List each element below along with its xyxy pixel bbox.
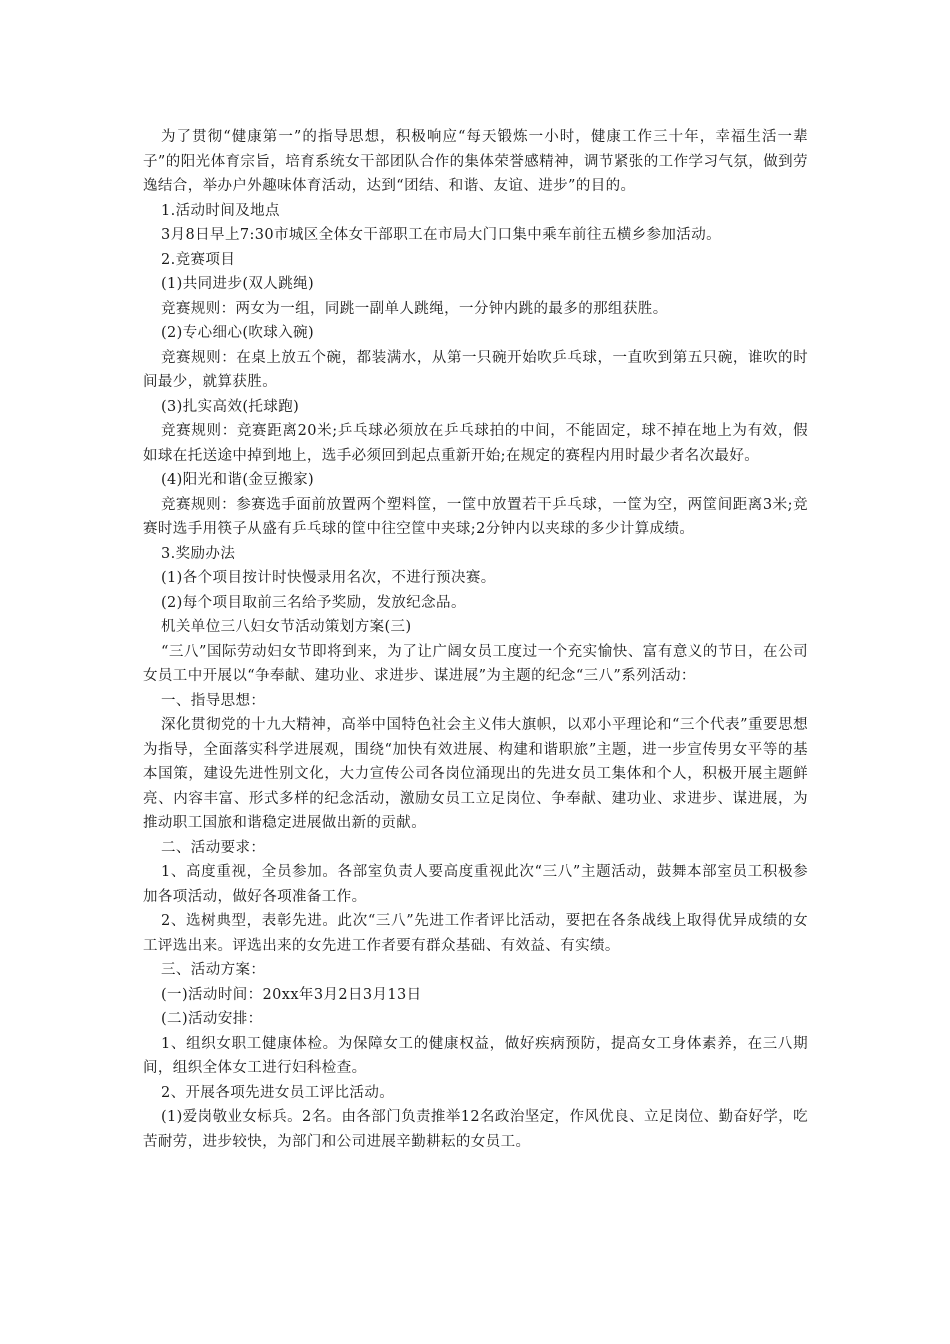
item-heading: (二)活动安排： (161, 1011, 263, 1027)
paragraph: “三八”国际劳动妇女节即将到来，为了让广阔女员工度过一个充实愉快、富有意义的节日，在公司女员工中开展以“争奉献、建功业、求进步、谋进展”为主题的纪念“三八”系列活动： (143, 643, 808, 684)
section-heading: 二、活动要求： (161, 839, 266, 856)
item-heading: (一)活动时间：20xx年3月2日3月13日 (161, 986, 422, 1003)
section-heading: 2.竞赛项目 (161, 251, 236, 268)
paragraph: 1、高度重视，全员参加。各部室负责人要高度重视此次“三八”主题活动，鼓舞本部室员工积极参加各项活动，做好各项准备工作。 (143, 864, 808, 905)
paragraph: (2)每个项目取前三名给予奖励，发放纪念品。 (161, 594, 466, 611)
paragraph: 竞赛规则：竞赛距离20米;乒乓球必须放在乒乓球拍的中间，不能固定，球不掉在地上为有效，假如球在托送途中掉到地上，选手必须回到起点重新开始;在规定的赛程内用时最少者名次最好。 (143, 423, 808, 464)
section-heading: 3.奖励办法 (161, 545, 236, 562)
paragraph: 2、选树典型，表彰先进。此次“三八”先进工作者评比活动，要把在各条战线上取得优异成绩的女工评选出来。评选出来的女先进工作者要有群众基础、有效益、有实绩。 (143, 913, 808, 954)
paragraph: 1、组织女职工健康体检。为保障女工的健康权益，做好疾病预防，提高女工身体素养，在三八期间，组织全体女工进行妇科检查。 (143, 1035, 808, 1076)
paragraph: (1)爱岗敬业女标兵。2名。由各部门负责推举12名政治坚定，作风优良、立足岗位、勤奋好学，吃苦耐劳，进步较快，为部门和公司进展辛勤耕耘的女员工。 (143, 1109, 808, 1150)
item-heading: (4)阳光和谐(金豆搬家) (161, 472, 315, 488)
section-heading: 一、指导思想： (161, 692, 266, 709)
item-heading: (1)共同进步(双人跳绳) (161, 276, 315, 292)
paragraph: 竞赛规则：在桌上放五个碗，都装满水，从第一只碗开始吹乒乓球，一直吹到第五只碗，谁吹的时间最少，就算获胜。 (143, 349, 808, 390)
item-heading: (3)扎实高效(托球跑) (161, 398, 300, 415)
paragraph: 为了贯彻“健康第一”的指导思想，积极响应“每天锻炼一小时，健康工作三十年，幸福生活一辈子”的阳光体育宗旨，培育系统女干部团队合作的集体荣誉感精神，调节紧张的工作学习气氛，做到劳逸结合，举办户外趣味体育活动，达到“团结、和谐、友谊、进步”的目的。 (143, 129, 808, 194)
paragraph: 3月8日早上7:30市城区全体女干部职工在市局大门口集中乘车前往五横乡参加活动。 (161, 227, 722, 243)
section-heading: 1.活动时间及地点 (161, 202, 280, 219)
section-heading: 三、活动方案： (161, 962, 266, 978)
paragraph: 深化贯彻党的十九大精神，高举中国特色社会主义伟大旗帜，以邓小平理论和“三个代表”重要思想为指导，全面落实科学进展观，围绕“加快有效进展、构建和谐职旅”主题，进一步宣传男女平等的基本国策，建设先进性别文化，大力宣传公司各岗位涌现出的先进女员工集体和个人，积极开展主题鲜亮、内容丰富、形式多样的纪念活动，激励女员工立足岗位、争奉献、建功业、求进步、谋进展，为推动职工国旅和谐稳定进展做出新的贡献。 (143, 717, 808, 831)
paragraph: 竞赛规则：两女为一组，同跳一副单人跳绳，一分钟内跳的最多的那组获胜。 (161, 300, 668, 317)
item-heading: (2)专心细心(吹球入碗) (161, 325, 315, 341)
paragraph: (1)各个项目按计时快慢录用名次，不进行预决赛。 (161, 570, 496, 586)
paragraph: 2、开展各项先进女员工评比活动。 (161, 1084, 395, 1101)
document-body (143, 125, 808, 1154)
paragraph: 竞赛规则：参赛选手面前放置两个塑料筐，一筐中放置若干乒乓球，一筐为空，两筐间距离3米;竞赛时选手用筷子从盛有乒乓球的筐中往空筐中夹球;2分钟内以夹球的多少计算成绩。 (143, 496, 808, 537)
document-subtitle: 机关单位三八妇女节活动策划方案(三) (161, 619, 412, 635)
